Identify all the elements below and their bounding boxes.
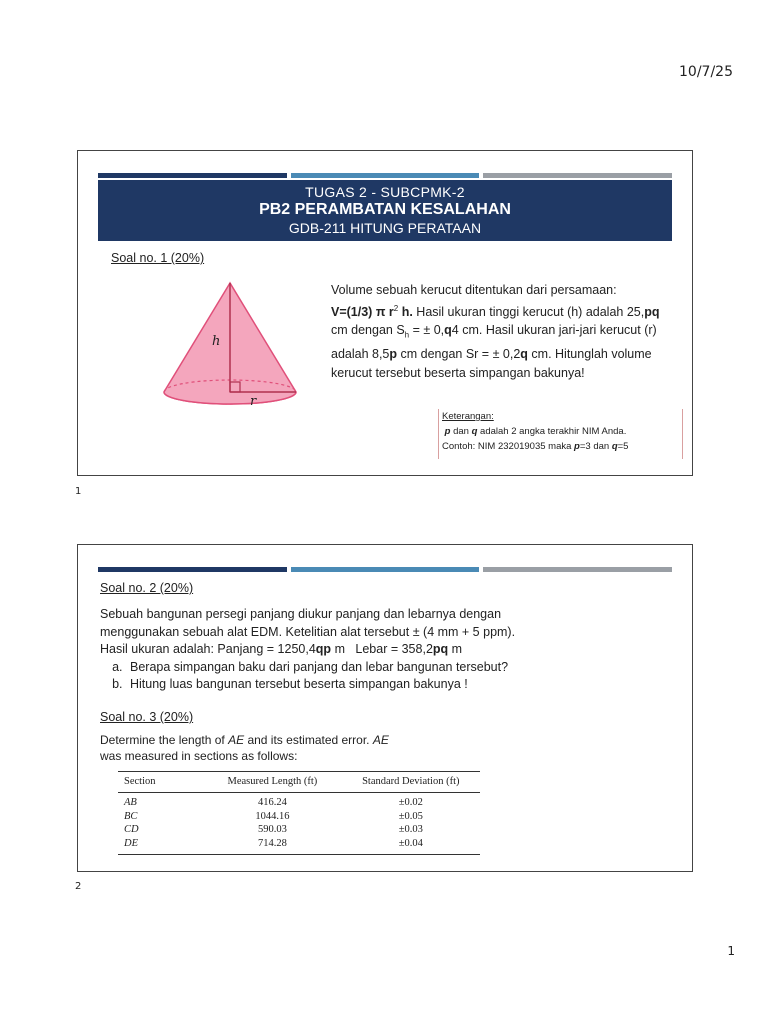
table-row [118,810,480,824]
note-p2: p [574,441,580,452]
q1-p: p [389,347,398,362]
title-line-2: PB2 PERAMBATAN KESALAHAN [259,201,511,218]
cell-std-dev: ±0.02 [398,797,423,808]
question-2-text [100,606,680,694]
note-p: p [444,426,451,437]
note-line2-c: =5 [617,441,629,452]
slide-1 [77,150,693,476]
cone-diagram [158,275,298,405]
table-header-row [118,772,480,793]
stripe-blue [291,567,480,572]
note-line1-a: dan [453,426,469,437]
q2-pq: pq [432,642,449,656]
cell-std-dev: ±0.04 [398,837,423,849]
q1-s4: 4 cm. Hasil ukuran jari-jari kerucut (r) adalah 8,5 [331,323,657,362]
table-row [118,837,480,855]
q1-s1: Hasil ukuran tinggi kerucut (h) adalah 25, [416,304,645,319]
header-stripes [98,173,672,178]
cone-r-label: r [250,394,257,405]
q2-sub-questions [100,659,680,694]
q1-s5: cm dengan Sr = ± 0,2 [400,347,521,362]
cell-std-dev: ±0.03 [398,824,423,835]
note-line2-b: =3 dan [579,441,610,452]
cell-section: BC [124,810,138,822]
q3-ae-2: AE [372,733,389,747]
q1-formula-r: r [388,304,394,319]
note-line1-b: adalah 2 angka terakhir NIM Anda. [480,426,627,437]
q3-a: Determine the length of [100,733,225,747]
table-row [118,823,480,837]
q1-formula-pi: π [375,304,386,319]
header-stripes [98,567,672,572]
cell-length: 714.28 [257,837,287,849]
cone-h-label: h [212,334,221,349]
cell-std-dev: ±0.05 [398,810,423,822]
cell-section: AB [124,797,137,808]
header-standard-deviation: Standard Deviation (ft) [342,772,480,793]
slide-index-2: 2 [75,881,82,892]
q2-line-2: menggunakan sebuah alat EDM. Ketelitian alat tersebut ± (4 mm + 5 ppm). [100,624,516,639]
q1-sub-h: h [404,330,410,340]
header-section: Section [118,772,203,793]
q2-line3-c: m [451,642,463,656]
q2-line-1: Sebuah bangunan persegi panjang diukur panjang dan lebarnya dengan [100,607,502,621]
page-date: 10/7/25 [679,64,733,80]
title-line-1: TUGAS 2 - SUBCPMK-2 [305,184,465,200]
stripe-navy [98,567,287,572]
table-row [118,793,480,810]
note-q2: q [611,441,618,452]
header-measured-length: Measured Length (ft) [203,772,341,793]
q1-pq: pq [644,304,660,319]
q1-formula-exp: 2 [393,303,399,313]
q1-intro: Volume sebuah kerucut ditentukan dari persamaan: [331,283,617,297]
slide-index-1: 1 [75,486,82,497]
title-band [98,180,672,241]
cell-length: 416.24 [257,797,287,808]
q2-line-3 [100,641,680,659]
note-q: q [471,426,478,437]
question-3-label: Soal no. 3 (20%) [100,710,194,724]
question-1-label: Soal no. 1 (20%) [111,251,205,265]
q1-q2: q [520,347,528,362]
q1-s6: cm. Hitunglah volume kerucut tersebut beserta simpangan bakunya! [331,347,652,380]
cell-section: CD [124,824,139,835]
cell-length: 1044.16 [255,810,290,822]
cone-base-front [164,392,296,404]
slide-2 [77,544,693,872]
q2-qp: qp [315,642,332,656]
stripe-gray [483,173,672,178]
q1-s3: = ± 0, [412,323,445,338]
title-line-3: GDB-211 HITUNG PERATAAN [288,220,482,236]
q3-c: was measured in sections as follows: [100,749,298,763]
q1-q: q [444,323,452,338]
stripe-gray [483,567,672,572]
q3-b: and its estimated error. [247,733,370,747]
q2-line3-a: Hasil ukuran adalah: Panjang = 1250,4 [100,642,316,656]
q1-formula-a: V=(1/3) [331,304,373,319]
stripe-navy [98,173,287,178]
note-line-2 [442,439,682,454]
question-2-label: Soal no. 2 (20%) [100,581,194,595]
section-measurements-table [118,771,480,855]
cell-length: 590.03 [257,824,287,835]
q1-s2: cm dengan S [331,323,405,338]
q1-formula-h: h. [401,304,413,319]
note-line-1 [442,424,682,439]
note-title: Keterangan: [442,411,494,422]
question-1-text [331,281,661,382]
note-line2-a: Contoh: NIM 232019035 maka [442,441,572,452]
cell-section: DE [124,837,138,849]
note-box [438,409,683,459]
q2-item-a: a. Berapa simpangan baku dari panjang dan lebar bangunan tersebut? [126,659,680,677]
q2-item-b: b. Hitung luas bangunan tersebut beserta simpangan bakunya ! [126,676,680,694]
q3-ae: AE [228,733,245,747]
stripe-blue [291,173,480,178]
q2-line3-b: m Lebar = 358,2 [334,642,433,656]
question-3-text [100,732,400,764]
page-number: 1 [727,944,735,958]
